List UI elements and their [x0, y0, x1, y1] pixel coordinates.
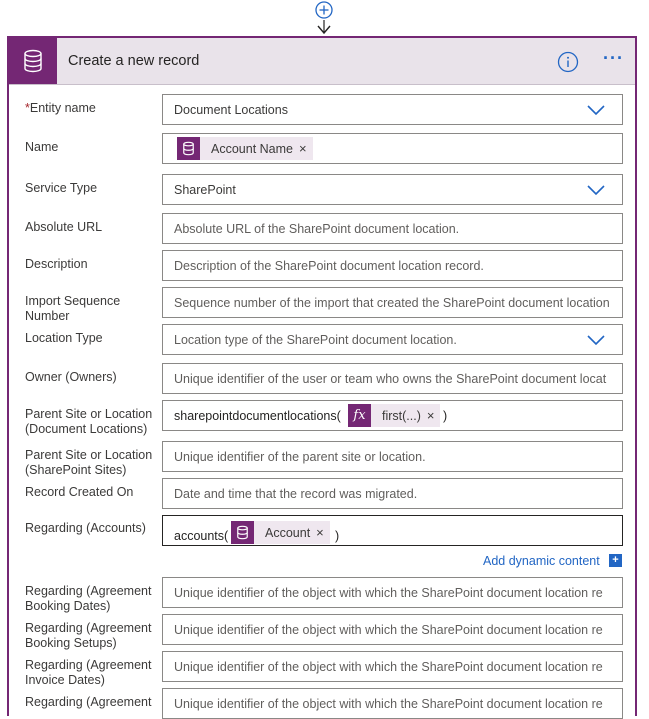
chevron-down-icon[interactable] [587, 184, 605, 196]
add-dynamic-content-link[interactable]: Add dynamic content [483, 554, 600, 568]
absolute-url-label: Absolute URL [25, 220, 103, 234]
chevron-down-icon[interactable] [587, 334, 605, 346]
account-token[interactable] [231, 521, 330, 544]
import-sequence-label: Import Sequence Number [25, 294, 121, 323]
parent-doc-locations-label: Parent Site or Location (Document Locations) [25, 407, 153, 436]
absolute-url-placeholder: Absolute URL of the SharePoint document location. [174, 222, 460, 236]
import-sequence-placeholder: Sequence number of the import that created the SharePoint document location [174, 296, 610, 310]
name-label: Name [25, 140, 59, 154]
database-icon [231, 521, 254, 544]
expression-prefix: sharepointdocumentlocations( [174, 409, 341, 423]
regarding-booking-setups-input[interactable] [162, 614, 623, 645]
entity-name-label-text: Entity name [29, 101, 96, 115]
create-record-card [7, 36, 637, 716]
regarding-invoice-dates-label: Regarding (Agreement Invoice Dates) [25, 658, 152, 687]
owner-input[interactable] [162, 363, 623, 394]
info-icon[interactable] [557, 51, 579, 73]
parent-sp-sites-input[interactable] [162, 441, 623, 472]
regarding-booking-dates-label: Regarding (Agreement Booking Dates) [25, 584, 152, 613]
entity-name-value: Document Locations [174, 103, 288, 117]
parent-sp-sites-label: Parent Site or Location (SharePoint Sites) [25, 448, 153, 477]
first-expression-token[interactable] [348, 404, 440, 427]
regarding-booking-dates-placeholder: Unique identifier of the object with which the SharePoint document location re [174, 586, 603, 600]
regarding-booking-dates-input[interactable] [162, 577, 623, 608]
record-created-on-placeholder: Date and time that the record was migrated. [174, 487, 418, 501]
regarding-next-placeholder: Unique identifier of the object with which the SharePoint document location re [174, 697, 603, 711]
name-field[interactable] [162, 133, 623, 164]
import-sequence-input[interactable] [162, 287, 623, 318]
token-label: Account Name [211, 141, 293, 156]
expression-prefix: accounts( [174, 529, 229, 543]
regarding-booking-setups-placeholder: Unique identifier of the object with which the SharePoint document location re [174, 623, 603, 637]
entity-name-dropdown[interactable] [162, 94, 623, 125]
entity-name-label [25, 101, 165, 116]
regarding-next-input[interactable] [162, 688, 623, 719]
owner-placeholder: Unique identifier of the user or team who owns the SharePoint document locat [174, 372, 607, 386]
required-mark: * [25, 101, 30, 115]
parent-sp-sites-placeholder: Unique identifier of the parent site or location. [174, 450, 426, 464]
account-name-token[interactable] [177, 137, 313, 160]
add-step-icon[interactable] [314, 0, 334, 36]
card-header[interactable] [9, 38, 635, 85]
expression-suffix: ) [335, 529, 340, 543]
regarding-next-label: Regarding (Agreement [25, 695, 152, 709]
absolute-url-input[interactable] [162, 213, 623, 244]
service-type-dropdown[interactable] [162, 174, 623, 205]
regarding-invoice-dates-input[interactable] [162, 651, 623, 682]
service-type-value: SharePoint [174, 183, 236, 197]
database-icon [177, 137, 200, 160]
remove-token-button[interactable]: × [298, 141, 307, 156]
token-label: Account [265, 525, 311, 540]
regarding-accounts-label: Regarding (Accounts) [25, 521, 146, 535]
location-type-label: Location Type [25, 331, 103, 345]
description-placeholder: Description of the SharePoint document location record. [174, 259, 484, 273]
record-created-on-input[interactable] [162, 478, 623, 509]
location-type-placeholder: Location type of the SharePoint document location. [174, 333, 457, 347]
token-label: first(...) [382, 408, 421, 423]
description-label: Description [25, 257, 88, 271]
more-options-button[interactable]: ··· [603, 48, 624, 68]
card-title: Create a new record [68, 53, 200, 69]
regarding-accounts-input[interactable] [162, 515, 623, 546]
add-dynamic-content-icon[interactable]: + [609, 554, 622, 567]
remove-token-button[interactable]: × [426, 408, 435, 423]
expression-suffix: ) [443, 409, 448, 423]
chevron-down-icon[interactable] [587, 104, 605, 116]
record-created-on-label: Record Created On [25, 485, 134, 499]
description-input[interactable] [162, 250, 623, 281]
location-type-dropdown[interactable] [162, 324, 623, 355]
regarding-booking-setups-label: Regarding (Agreement Booking Setups) [25, 621, 152, 650]
function-icon: fx [348, 404, 371, 427]
regarding-invoice-dates-placeholder: Unique identifier of the object with which the SharePoint document location re [174, 660, 603, 674]
database-icon [9, 38, 57, 84]
service-type-label: Service Type [25, 181, 98, 195]
owner-label: Owner (Owners) [25, 370, 117, 384]
parent-doc-locations-input[interactable] [162, 400, 623, 431]
remove-token-button[interactable]: × [316, 525, 324, 540]
